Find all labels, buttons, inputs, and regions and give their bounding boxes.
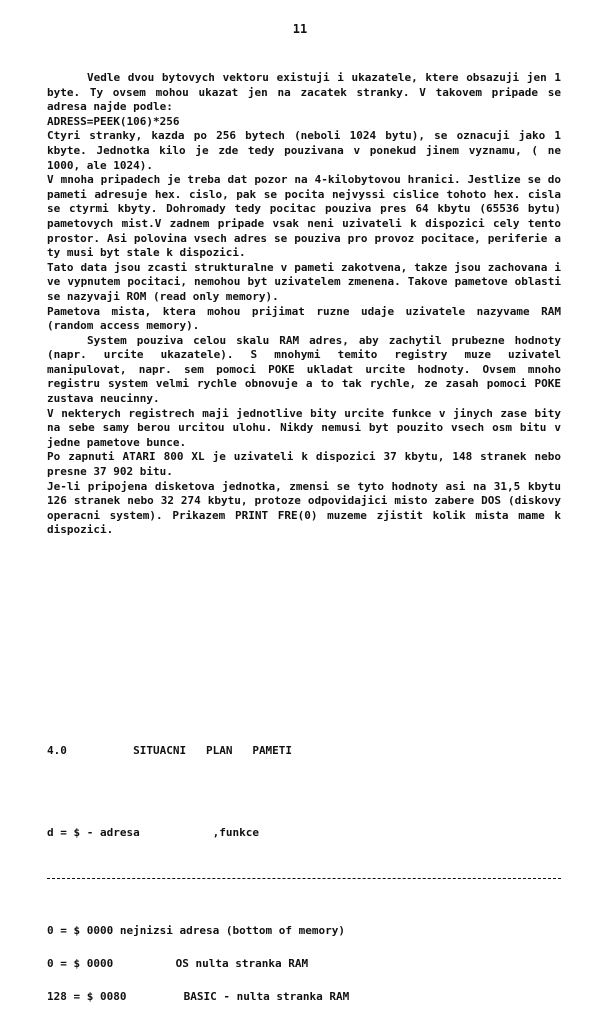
paragraph: Po zapnuti ATARI 800 XL je uzivateli k dispozici 37 kbytu, 148 stranek nebo presne 37 902 bitu. (47, 450, 561, 479)
divider (47, 878, 561, 879)
section-title: SITUACNI PLAN PAMETI (133, 744, 293, 757)
paragraph: Pametova mista, ktera mohou prijimat ruzne udaje uzivatele nazyvame RAM (random access memory). (47, 304, 561, 333)
row-address: 0 = $ 0000 (47, 957, 114, 970)
body-text (47, 71, 561, 538)
row-address: 0 = $ 0000 (47, 924, 114, 937)
paragraph: System pouziva celou skalu RAM adres, aby zachytil prubezne hodnoty (napr. urcite ukazatele). S mnohymi temito registry muze uzivatel manipulovat, napr. sem pomoci POKE ukladat urcite hodnoty. Ovsem mnoho registru system velmi rychle obnovuje a to tak rychle, ze zasah pomoci POKE zustava neucinny. (47, 333, 561, 406)
table-row (47, 990, 349, 1003)
row-function: OS nulta stranka RAM (175, 957, 309, 970)
table-header (47, 826, 259, 839)
row-function: BASIC - nulta stranka RAM (183, 990, 350, 1003)
table-row (47, 957, 308, 970)
page-number: 11 (292, 22, 308, 36)
paragraph: Je-li pripojena disketova jednotka, zmensi se tyto hodnoty asi na 31,5 kbytu 126 stranek nebo 32 274 kbytu, protoze odpovidajici misto zabere DOS (diskovy operacni system). Prikazem PRINT FRE(0) muzeme zjistit kolik mista mame k dispozici. (47, 479, 561, 537)
table-row (47, 924, 345, 937)
paragraph: V mnoha pripadech je treba dat pozor na 4-kilobytovou hranici. Jestlize se do pameti adresuje hex. cislo, pak se pocita nejvyssi cislice tohoto hex. cisla se ctyrmi kbyty. Dohromady tedy pocitac pouziva pres 64 kbytu (65536 bytu) pametovych mist.V zadnem pripade vsak neni uzivateli k dispozici cely tento prostor. Asi polovina vsech adres se pouziva pro provoz pocitace, periferie a ty musi byt stale k dispozici. (47, 173, 561, 260)
paragraph: V nekterych registrech maji jednotlive bity urcite funkce v jinych zase bity na sebe samy berou urcitou ulohu. Nikdy nemusi byt pouzito vsech osm bitu v jedne pametove bunce. (47, 406, 561, 449)
section-number: 4.0 (47, 744, 67, 757)
section-heading (47, 744, 292, 757)
paragraph: Vedle dvou bytovych vektoru existuji i ukazatele, ktere obsazuji jen 1 byte. Ty ovsem mohou ukazat jen na zacatek stranky. V takovem pripade se adresa najde podle: (47, 71, 561, 114)
row-function: nejnizsi adresa (bottom of memory) (119, 924, 346, 937)
column-header-address: d = $ - adresa (47, 826, 140, 839)
row-address: 128 = $ 0080 (47, 990, 127, 1003)
paragraph: Tato data jsou zcasti strukturalne v pameti zakotvena, takze jsou zachovana i ve vypnutem pocitaci, nemohou byt uzivatelem zmenena. Takove pametove oblasti se nazyvaji ROM (read only memory). (47, 260, 561, 303)
paragraph: ADRESS=PEEK(106)*256 (47, 114, 180, 128)
paragraph: Ctyri stranky, kazda po 256 bytech (neboli 1024 bytu), se oznacuji jako 1 kbyte. Jednotka kilo je zde tedy pouzivana v ponekud jinem vyznamu, ( ne 1000, ale 1024). (47, 129, 561, 172)
column-header-function: ,funkce (212, 826, 259, 839)
